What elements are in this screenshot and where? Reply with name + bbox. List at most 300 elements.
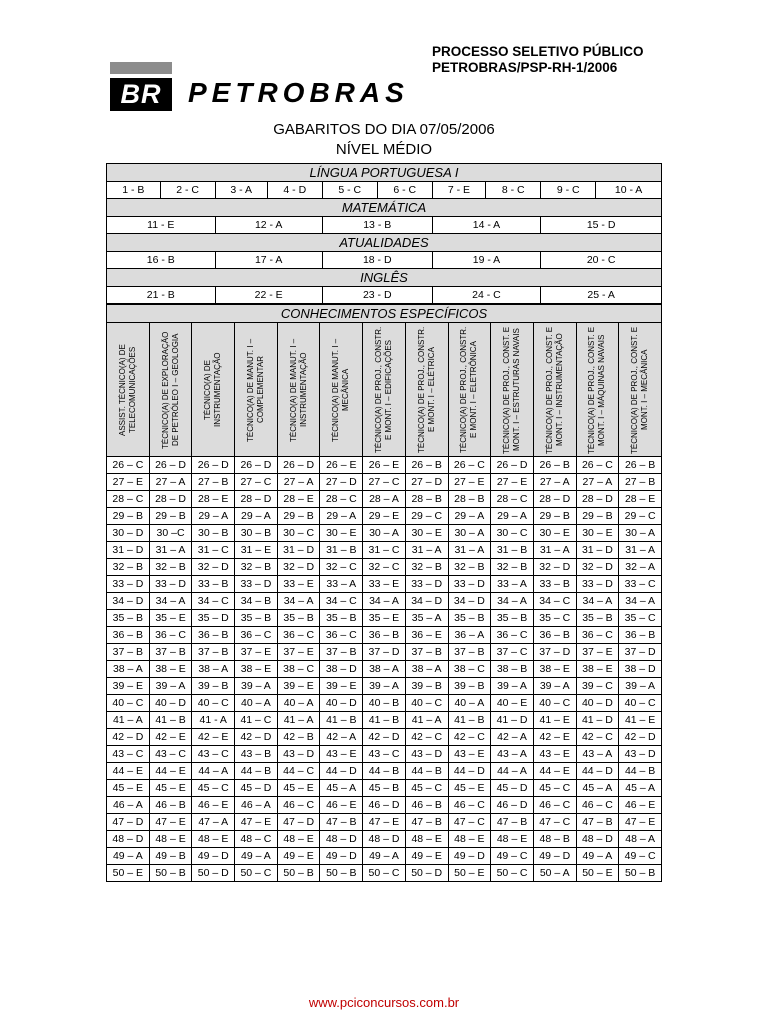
answer-cell: 41 – E xyxy=(533,712,576,729)
answer-cell: 42 – A xyxy=(491,729,534,746)
table-row xyxy=(107,678,662,695)
answer-cell: 28 – E xyxy=(277,491,320,508)
answer-cell: 42 – D xyxy=(363,729,406,746)
answer-cell: 36 – C xyxy=(576,627,619,644)
answer-cell: 43 – D xyxy=(405,746,448,763)
answer-cell: 26 – B xyxy=(405,457,448,474)
answer-cell: 50 – E xyxy=(107,865,150,882)
answer-cell: 28 – A xyxy=(363,491,406,508)
answer-cell: 42 – D xyxy=(107,729,150,746)
answer-cell: 48 – E xyxy=(405,831,448,848)
answer-cell: 47 – A xyxy=(192,814,235,831)
answer-cell: 42 – E xyxy=(149,729,192,746)
answer-cell: 32 – B xyxy=(235,559,278,576)
answer-cell: 47 – B xyxy=(320,814,363,831)
answer-cell: 43 – C xyxy=(107,746,150,763)
answer-cell: 44 – A xyxy=(491,763,534,780)
answer-cell: 50 – A xyxy=(533,865,576,882)
answer-cell: 39 – C xyxy=(576,678,619,695)
answer-cell: 42 – B xyxy=(277,729,320,746)
table-row xyxy=(107,780,662,797)
column-header xyxy=(192,323,235,457)
answer-cell: 15 - D xyxy=(541,217,662,234)
answer-cell: 29 – B xyxy=(576,508,619,525)
page-title: GABARITOS DO DIA 07/05/2006 xyxy=(273,121,495,138)
answer-cell: 44 – E xyxy=(149,763,192,780)
column-header-label: TÉCNICO(A) DE MANUT. I – MECÂNICA xyxy=(331,337,351,442)
answer-cell: 41 – A xyxy=(405,712,448,729)
answer-cell: 48 – E xyxy=(149,831,192,848)
answer-cell: 34 – A xyxy=(277,593,320,610)
answer-cell: 35 – B xyxy=(235,610,278,627)
answer-cell: 33 – B xyxy=(192,576,235,593)
logo-stripe xyxy=(110,62,172,74)
answer-cell: 26 – C xyxy=(107,457,150,474)
answer-cell: 36 – B xyxy=(533,627,576,644)
answer-cell: 37 – B xyxy=(107,644,150,661)
answer-cell: 45 – A xyxy=(576,780,619,797)
answer-cell: 27 – A xyxy=(149,474,192,491)
answer-cell: 29 – B xyxy=(533,508,576,525)
answer-cell: 43 – D xyxy=(619,746,662,763)
table-row xyxy=(107,508,662,525)
answer-cell: 35 – E xyxy=(363,610,406,627)
answer-cell: 27 – A xyxy=(277,474,320,491)
answer-cell: 49 – A xyxy=(363,848,406,865)
answer-cell: 37 – D xyxy=(619,644,662,661)
answer-cell: 38 – B xyxy=(491,661,534,678)
column-header-label: TÉCNICO(A) DE PROJ., CONST. E MONT. I – INSTRUMENTAÇÃO xyxy=(544,325,564,454)
answer-cell: 35 – B xyxy=(448,610,491,627)
answer-cell: 36 – C xyxy=(320,627,363,644)
answer-cell: 30 – A xyxy=(363,525,406,542)
answer-cell: 32 – D xyxy=(192,559,235,576)
answer-cell: 33 – D xyxy=(235,576,278,593)
answer-cell: 45 – A xyxy=(320,780,363,797)
general-answers-table xyxy=(106,163,662,304)
answer-cell: 49 – D xyxy=(192,848,235,865)
answer-cell: 5 - C xyxy=(322,182,377,199)
answer-cell: 41 – B xyxy=(448,712,491,729)
answer-cell: 39 – E xyxy=(277,678,320,695)
table-row xyxy=(107,457,662,474)
answer-cell: 39 – A xyxy=(533,678,576,695)
answer-cell: 40 – D xyxy=(320,695,363,712)
answer-cell: 41 – D xyxy=(491,712,534,729)
answer-cell: 22 - E xyxy=(215,287,322,304)
answer-cell: 50 – C xyxy=(235,865,278,882)
answer-cell: 31 – D xyxy=(576,542,619,559)
answer-cell: 33 – D xyxy=(405,576,448,593)
answer-cell: 43 – E xyxy=(533,746,576,763)
answer-cell: 33 – A xyxy=(320,576,363,593)
answer-cell: 50 – C xyxy=(491,865,534,882)
answer-cell: 31 – A xyxy=(405,542,448,559)
section-title-matematica: MATEMÁTICA xyxy=(107,199,662,217)
section-title-ingles: INGLÊS xyxy=(107,269,662,287)
answer-cell: 44 – E xyxy=(107,763,150,780)
answer-cell: 29 – A xyxy=(491,508,534,525)
answer-cell: 41 – B xyxy=(149,712,192,729)
answer-cell: 43 – E xyxy=(448,746,491,763)
answer-cell: 35 – B xyxy=(107,610,150,627)
answer-cell: 50 – E xyxy=(576,865,619,882)
answer-cell: 9 - C xyxy=(541,182,596,199)
table-row xyxy=(107,814,662,831)
answer-cell: 49 – A xyxy=(235,848,278,865)
answer-cell: 37 – B xyxy=(405,644,448,661)
answer-cell: 31 – A xyxy=(448,542,491,559)
column-header xyxy=(363,323,406,457)
answer-cell: 34 – A xyxy=(149,593,192,610)
answer-cell: 48 – A xyxy=(619,831,662,848)
table-row xyxy=(107,712,662,729)
answer-cell: 35 – D xyxy=(192,610,235,627)
answer-cell: 4 - D xyxy=(267,182,322,199)
answer-cell: 47 – D xyxy=(277,814,320,831)
answer-cell: 38 – A xyxy=(363,661,406,678)
table-row xyxy=(107,593,662,610)
answer-cell: 49 – E xyxy=(277,848,320,865)
answer-cell: 34 – A xyxy=(363,593,406,610)
answer-cell: 32 – C xyxy=(320,559,363,576)
answer-cell: 44 – B xyxy=(235,763,278,780)
footer-url[interactable]: www.pciconcursos.com.br xyxy=(308,995,460,1010)
answer-cell: 28 – C xyxy=(491,491,534,508)
column-header xyxy=(107,323,150,457)
answer-cell: 36 – B xyxy=(363,627,406,644)
answer-cell: 30 – C xyxy=(277,525,320,542)
answer-cell: 38 – A xyxy=(192,661,235,678)
answer-cell: 46 – A xyxy=(107,797,150,814)
answer-cell: 33 – C xyxy=(619,576,662,593)
answer-cell: 48 – C xyxy=(235,831,278,848)
answer-cell: 39 – A xyxy=(619,678,662,695)
answer-cell: 33 – B xyxy=(533,576,576,593)
answer-cell: 40 – C xyxy=(405,695,448,712)
answer-cell: 3 - A xyxy=(215,182,267,199)
answer-cell: 47 – E xyxy=(619,814,662,831)
table-row xyxy=(107,763,662,780)
answer-cell: 33 – D xyxy=(149,576,192,593)
process-title: PROCESSO SELETIVO PÚBLICO xyxy=(432,44,644,59)
answer-cell: 46 – B xyxy=(149,797,192,814)
column-header-label: TÉCNICO(A) DE EXPLORAÇÃO DE PETRÓLEO I – GEOLOGIA xyxy=(160,330,180,449)
answer-cell: 34 – A xyxy=(619,593,662,610)
answer-cell: 49 – A xyxy=(107,848,150,865)
answer-cell: 47 – D xyxy=(107,814,150,831)
answer-cell: 39 – E xyxy=(107,678,150,695)
answer-cell: 38 – A xyxy=(405,661,448,678)
answer-cell: 43 – C xyxy=(149,746,192,763)
answer-cell: 30 – D xyxy=(107,525,150,542)
answer-cell: 50 – C xyxy=(363,865,406,882)
answer-cell: 36 – B xyxy=(192,627,235,644)
column-header-label: TÉCNICO(A) DE PROJ., CONSTR. E MONT. I – ELETRÔNICA xyxy=(459,326,479,453)
answer-cell: 43 – C xyxy=(363,746,406,763)
answer-cell: 46 – D xyxy=(363,797,406,814)
answer-cell: 38 – A xyxy=(107,661,150,678)
answer-cell: 36 – C xyxy=(491,627,534,644)
answer-cell: 44 – D xyxy=(576,763,619,780)
column-header xyxy=(277,323,320,457)
answer-cell: 31 – D xyxy=(107,542,150,559)
answer-cell: 26 – E xyxy=(363,457,406,474)
answer-cell: 37 – D xyxy=(533,644,576,661)
answer-cell: 45 – C xyxy=(405,780,448,797)
answer-cell: 27 – C xyxy=(363,474,406,491)
column-header xyxy=(448,323,491,457)
answer-cell: 37 – B xyxy=(192,644,235,661)
column-header xyxy=(533,323,576,457)
table-row xyxy=(107,729,662,746)
answer-cell: 45 – E xyxy=(448,780,491,797)
petrobras-logo-mark: BR xyxy=(110,78,172,111)
answer-cell: 27 – E xyxy=(107,474,150,491)
column-header-label: TÉCNICO(A) DE INSTRUMENTAÇÃO xyxy=(203,352,223,427)
answer-cell: 48 – D xyxy=(107,831,150,848)
answer-cell: 50 – B xyxy=(277,865,320,882)
answer-cell: 45 – E xyxy=(107,780,150,797)
answer-cell: 39 – A xyxy=(149,678,192,695)
answer-cell: 34 – A xyxy=(576,593,619,610)
answer-cell: 47 – C xyxy=(448,814,491,831)
answer-cell: 42 – A xyxy=(320,729,363,746)
answer-cell: 44 – D xyxy=(448,763,491,780)
column-header-label: TÉCNICO(A) DE PROJ., CONSTR. E MONT. I – EDIFICAÇÕES xyxy=(373,326,393,453)
answer-cell: 44 – B xyxy=(363,763,406,780)
answer-cell: 26 – B xyxy=(533,457,576,474)
table-row xyxy=(107,576,662,593)
answer-cell: 48 – B xyxy=(533,831,576,848)
answer-cell: 40 – A xyxy=(448,695,491,712)
answer-cell: 30 – E xyxy=(320,525,363,542)
answer-cell: 49 – E xyxy=(405,848,448,865)
answer-cell: 46 – E xyxy=(192,797,235,814)
answer-cell: 20 - C xyxy=(541,252,662,269)
answer-cell: 33 – D xyxy=(448,576,491,593)
answer-cell: 37 – E xyxy=(576,644,619,661)
answer-cell: 14 - A xyxy=(432,217,541,234)
answer-cell: 46 – D xyxy=(491,797,534,814)
column-header-label: TÉCNICO(A) DE MANUT. I – COMPLEMENTAR xyxy=(245,337,265,442)
answer-cell: 37 – E xyxy=(277,644,320,661)
section-title-especificos: CONHECIMENTOS ESPECÍFICOS xyxy=(107,305,662,323)
answer-cell: 46 – E xyxy=(619,797,662,814)
answer-cell: 31 – A xyxy=(619,542,662,559)
answer-cell: 17 - A xyxy=(215,252,322,269)
answer-cell: 10 - A xyxy=(596,182,662,199)
answer-cell: 42 – E xyxy=(533,729,576,746)
answer-cell: 30 – E xyxy=(576,525,619,542)
answer-cell: 38 – E xyxy=(235,661,278,678)
column-header xyxy=(235,323,278,457)
answer-cell: 31 – B xyxy=(320,542,363,559)
answer-cell: 32 – D xyxy=(576,559,619,576)
answer-cell: 8 - C xyxy=(486,182,541,199)
answer-cell: 27 – D xyxy=(320,474,363,491)
answer-cell: 47 – E xyxy=(363,814,406,831)
answer-cell: 6 - C xyxy=(377,182,432,199)
answer-cell: 43 – E xyxy=(320,746,363,763)
answer-cell: 45 – C xyxy=(192,780,235,797)
answer-cell: 35 – E xyxy=(149,610,192,627)
answer-cell: 28 – E xyxy=(192,491,235,508)
answer-cell: 41 – C xyxy=(235,712,278,729)
answer-cell: 42 – D xyxy=(619,729,662,746)
answer-cell: 39 – A xyxy=(235,678,278,695)
answer-cell: 29 – A xyxy=(192,508,235,525)
answer-cell: 26 – B xyxy=(619,457,662,474)
answer-cell: 47 – B xyxy=(405,814,448,831)
answer-cell: 39 – A xyxy=(363,678,406,695)
answer-cell: 28 – D xyxy=(149,491,192,508)
answer-cell: 37 – C xyxy=(491,644,534,661)
answer-cell: 35 – B xyxy=(277,610,320,627)
answer-cell: 43 – A xyxy=(491,746,534,763)
answer-cell: 37 – B xyxy=(448,644,491,661)
answer-cell: 43 – C xyxy=(192,746,235,763)
answer-cell: 46 – A xyxy=(235,797,278,814)
answer-cell: 44 – B xyxy=(619,763,662,780)
answer-cell: 28 – E xyxy=(619,491,662,508)
answer-cell: 30 – E xyxy=(533,525,576,542)
answer-cell: 35 – C xyxy=(619,610,662,627)
answer-cell: 41 – D xyxy=(576,712,619,729)
answer-cell: 49 – A xyxy=(576,848,619,865)
answer-cell: 48 – E xyxy=(448,831,491,848)
answer-cell: 27 – B xyxy=(192,474,235,491)
answer-cell: 30 – A xyxy=(619,525,662,542)
answer-cell: 28 – C xyxy=(107,491,150,508)
table-row xyxy=(107,695,662,712)
answer-cell: 45 – D xyxy=(491,780,534,797)
answer-cell: 37 – E xyxy=(235,644,278,661)
answer-cell: 46 – C xyxy=(277,797,320,814)
column-header xyxy=(320,323,363,457)
answer-cell: 46 – C xyxy=(448,797,491,814)
column-header xyxy=(491,323,534,457)
answer-cell: 41 – E xyxy=(619,712,662,729)
answer-cell: 27 – B xyxy=(619,474,662,491)
table-row xyxy=(107,610,662,627)
answer-cell: 34 – D xyxy=(448,593,491,610)
column-header-label: TÉCNICO(A) DE PROJ., CONST. E MONT. I – MECÂNICA xyxy=(630,325,650,454)
answer-cell: 29 – B xyxy=(149,508,192,525)
answer-cell: 42 – C xyxy=(405,729,448,746)
answer-cell: 43 – B xyxy=(235,746,278,763)
answer-cell: 31 – C xyxy=(363,542,406,559)
answer-cell: 45 – D xyxy=(235,780,278,797)
answer-cell: 32 – D xyxy=(533,559,576,576)
answer-cell: 45 – C xyxy=(533,780,576,797)
answer-cell: 37 – B xyxy=(149,644,192,661)
answer-cell: 30 – E xyxy=(405,525,448,542)
answer-cell: 38 – D xyxy=(320,661,363,678)
answer-cell: 41 – A xyxy=(107,712,150,729)
answer-cell: 34 – D xyxy=(107,593,150,610)
answer-cell: 39 – A xyxy=(491,678,534,695)
answer-cell: 36 – C xyxy=(149,627,192,644)
column-header xyxy=(619,323,662,457)
answer-cell: 48 – E xyxy=(192,831,235,848)
answer-cell: 35 – B xyxy=(320,610,363,627)
answer-cell: 11 - E xyxy=(107,217,216,234)
answer-cell: 26 – D xyxy=(491,457,534,474)
answer-cell: 31 – A xyxy=(149,542,192,559)
answer-cell: 45 – E xyxy=(277,780,320,797)
answer-cell: 30 – A xyxy=(448,525,491,542)
answer-cell: 26 – D xyxy=(235,457,278,474)
table-row xyxy=(107,627,662,644)
answer-cell: 44 – B xyxy=(405,763,448,780)
answer-cell: 34 – C xyxy=(533,593,576,610)
answer-cell: 42 – C xyxy=(576,729,619,746)
answer-cell: 41 - A xyxy=(192,712,235,729)
answer-cell: 50 – B xyxy=(149,865,192,882)
answer-cell: 44 – E xyxy=(533,763,576,780)
answer-cell: 27 – C xyxy=(235,474,278,491)
answer-cell: 40 – D xyxy=(576,695,619,712)
answer-cell: 30 –C xyxy=(149,525,192,542)
answer-cell: 28 – D xyxy=(235,491,278,508)
answer-cell: 40 – C xyxy=(619,695,662,712)
answer-cell: 28 – D xyxy=(576,491,619,508)
answer-cell: 35 – B xyxy=(576,610,619,627)
answer-cell: 41 – B xyxy=(363,712,406,729)
answer-cell: 42 – C xyxy=(448,729,491,746)
answer-cell: 29 – E xyxy=(363,508,406,525)
answer-cell: 35 – B xyxy=(491,610,534,627)
answer-cell: 41 – B xyxy=(320,712,363,729)
answer-cell: 32 – B xyxy=(107,559,150,576)
column-header xyxy=(576,323,619,457)
answer-cell: 39 – B xyxy=(405,678,448,695)
answer-cell: 50 – E xyxy=(448,865,491,882)
answer-cell: 2 - C xyxy=(160,182,215,199)
answer-cell: 48 – D xyxy=(363,831,406,848)
answer-cell: 43 – D xyxy=(277,746,320,763)
answer-cell: 32 – C xyxy=(363,559,406,576)
answer-cell: 31 – A xyxy=(533,542,576,559)
answer-cell: 26 – E xyxy=(320,457,363,474)
answer-cell: 40 – B xyxy=(363,695,406,712)
column-header-label: ASSIST. TÉCNICO(A) DE TELECOMUNICAÇÕES xyxy=(117,343,137,436)
answer-cell: 36 – C xyxy=(235,627,278,644)
answer-cell: 36 – A xyxy=(448,627,491,644)
process-header xyxy=(432,44,644,76)
answer-cell: 7 - E xyxy=(432,182,486,199)
answer-cell: 28 – C xyxy=(320,491,363,508)
answer-cell: 40 – C xyxy=(192,695,235,712)
answer-cell: 28 – D xyxy=(533,491,576,508)
answer-cell: 26 – D xyxy=(149,457,192,474)
answer-cell: 44 – C xyxy=(277,763,320,780)
table-row xyxy=(107,491,662,508)
answer-cell: 36 – B xyxy=(619,627,662,644)
answer-cell: 49 – D xyxy=(320,848,363,865)
answer-cell: 48 – E xyxy=(277,831,320,848)
answer-cell: 34 – C xyxy=(320,593,363,610)
answer-cell: 39 – B xyxy=(192,678,235,695)
answer-cell: 30 – B xyxy=(192,525,235,542)
answer-cell: 21 - B xyxy=(107,287,216,304)
answer-cell: 48 – D xyxy=(320,831,363,848)
answer-cell: 32 – B xyxy=(491,559,534,576)
table-row xyxy=(107,644,662,661)
section-title-portugues: LÍNGUA PORTUGUESA I xyxy=(107,164,662,182)
answer-cell: 40 – D xyxy=(149,695,192,712)
